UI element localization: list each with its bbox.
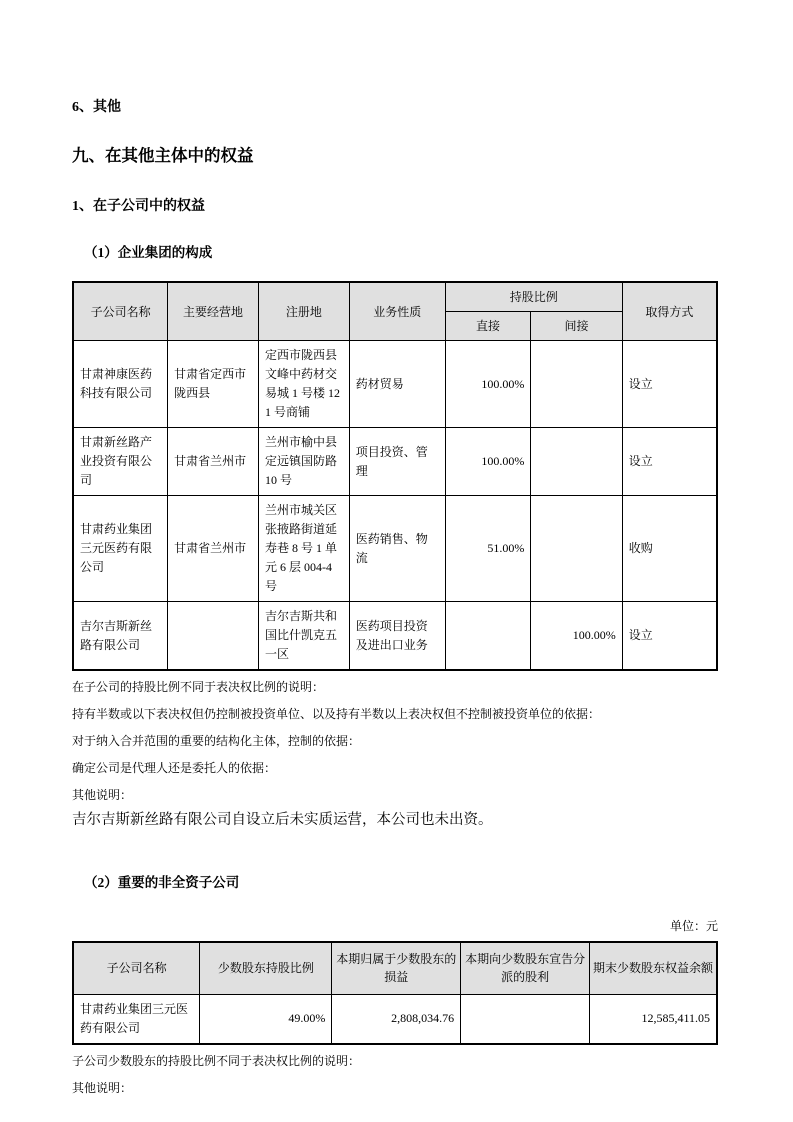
col-header-acquisition-method: 取得方式	[622, 282, 717, 341]
heading-sub1: 1、在子公司中的权益	[72, 199, 205, 214]
table-row	[73, 428, 717, 496]
col-header-direct: 直接	[445, 312, 531, 341]
cell-direct-ratio: 100.00%	[445, 428, 531, 496]
heading-section9: 九、在其他主体中的权益	[72, 146, 254, 165]
cell-acquisition-method: 设立	[622, 428, 717, 496]
cell-minority-balance: 12,585,411.05	[589, 994, 717, 1044]
cell-direct-ratio: 51.00%	[445, 496, 531, 602]
cell-direct-ratio: 100.00%	[445, 341, 531, 428]
cell-minority-profit: 2,808,034.76	[332, 994, 461, 1044]
note-kyrgyz-statement: 吉尔吉斯新丝路有限公司自设立后未实质运营，本公司也未出资。	[72, 812, 493, 828]
col-header-minority-balance: 期末少数股东权益余额	[589, 942, 717, 994]
col-header-registered-place: 注册地	[258, 282, 349, 341]
cell-subsidiary-name: 甘肃药业集团三元医药有限公司	[73, 496, 168, 602]
note-half-voting: 持有半数或以下表决权但仍控制被投资单位、以及持有半数以上表决权但不控制被投资单位的依据：	[72, 707, 601, 721]
table-header-row	[73, 282, 717, 312]
col-header-minority-profit: 本期归属于少数股东的损益	[332, 942, 461, 994]
col-header-minority-dividend: 本期向少数股东宣告分派的股利	[461, 942, 590, 994]
cell-operating-place: 甘肃省兰州市	[168, 496, 259, 602]
cell-minority-dividend	[461, 994, 590, 1044]
cell-subsidiary-name: 甘肃药业集团三元医药有限公司	[73, 994, 200, 1044]
cell-subsidiary-name: 吉尔吉斯新丝路有限公司	[73, 602, 168, 671]
cell-indirect-ratio: 100.00%	[531, 602, 622, 671]
note-minority-voting-ratio: 子公司少数股东的持股比例不同于表决权比例的说明：	[72, 1053, 361, 1068]
cell-operating-place: 甘肃省定西市陇西县	[168, 341, 259, 428]
cell-registered-place: 兰州市榆中县定远镇国防路 10 号	[258, 428, 349, 496]
cell-business-nature: 医药销售、物流	[349, 496, 445, 602]
table-header-row	[73, 942, 717, 994]
cell-indirect-ratio	[531, 428, 622, 496]
table-row	[73, 602, 717, 671]
heading-item2: （2）重要的非全资子公司	[84, 875, 240, 890]
note-other-label: 其他说明：	[72, 788, 133, 802]
minority-interest-table	[72, 941, 718, 1045]
table-row	[73, 496, 717, 602]
col-header-indirect: 间接	[531, 312, 622, 341]
cell-subsidiary-name: 甘肃神康医药科技有限公司	[73, 341, 168, 428]
table-row	[73, 994, 717, 1044]
note-other-label-2: 其他说明：	[72, 1080, 133, 1095]
cell-minority-ratio: 49.00%	[200, 994, 332, 1044]
heading-item1: （1）企业集团的构成	[84, 245, 213, 260]
cell-operating-place	[168, 602, 259, 671]
cell-business-nature: 药材贸易	[349, 341, 445, 428]
col-header-shareholding-ratio: 持股比例	[445, 282, 622, 312]
note-structured-entity: 对于纳入合并范围的重要的结构化主体，控制的依据：	[72, 734, 361, 748]
cell-registered-place: 定西市陇西县文峰中药材交易城 1 号楼 121 号商铺	[258, 341, 349, 428]
cell-acquisition-method: 设立	[622, 341, 717, 428]
cell-operating-place: 甘肃省兰州市	[168, 428, 259, 496]
unit-label: 单位：元	[669, 919, 718, 933]
cell-business-nature: 医药项目投资及进出口业务	[349, 602, 445, 671]
cell-acquisition-method: 设立	[622, 602, 717, 671]
cell-indirect-ratio	[531, 496, 622, 602]
cell-registered-place: 吉尔吉斯共和国比什凯克五一区	[258, 602, 349, 671]
col-header-subsidiary-name: 子公司名称	[73, 282, 168, 341]
col-header-minority-ratio: 少数股东持股比例	[200, 942, 332, 994]
note-voting-ratio: 在子公司的持股比例不同于表决权比例的说明：	[72, 680, 325, 694]
table-row	[73, 341, 717, 428]
subsidiaries-table	[72, 281, 718, 671]
note-agent-principal: 确定公司是代理人还是委托人的依据：	[72, 761, 277, 775]
col-header-business-nature: 业务性质	[349, 282, 445, 341]
cell-acquisition-method: 收购	[622, 496, 717, 602]
cell-direct-ratio	[445, 602, 531, 671]
cell-registered-place: 兰州市城关区张掖路街道延寿巷 8 号 1 单元 6 层 004-4 号	[258, 496, 349, 602]
heading-other: 6、其他	[72, 100, 121, 115]
col-header-operating-place: 主要经营地	[168, 282, 259, 341]
cell-subsidiary-name: 甘肃新丝路产业投资有限公司	[73, 428, 168, 496]
cell-business-nature: 项目投资、管理	[349, 428, 445, 496]
cell-indirect-ratio	[531, 341, 622, 428]
col-header-subsidiary-name: 子公司名称	[73, 942, 200, 994]
